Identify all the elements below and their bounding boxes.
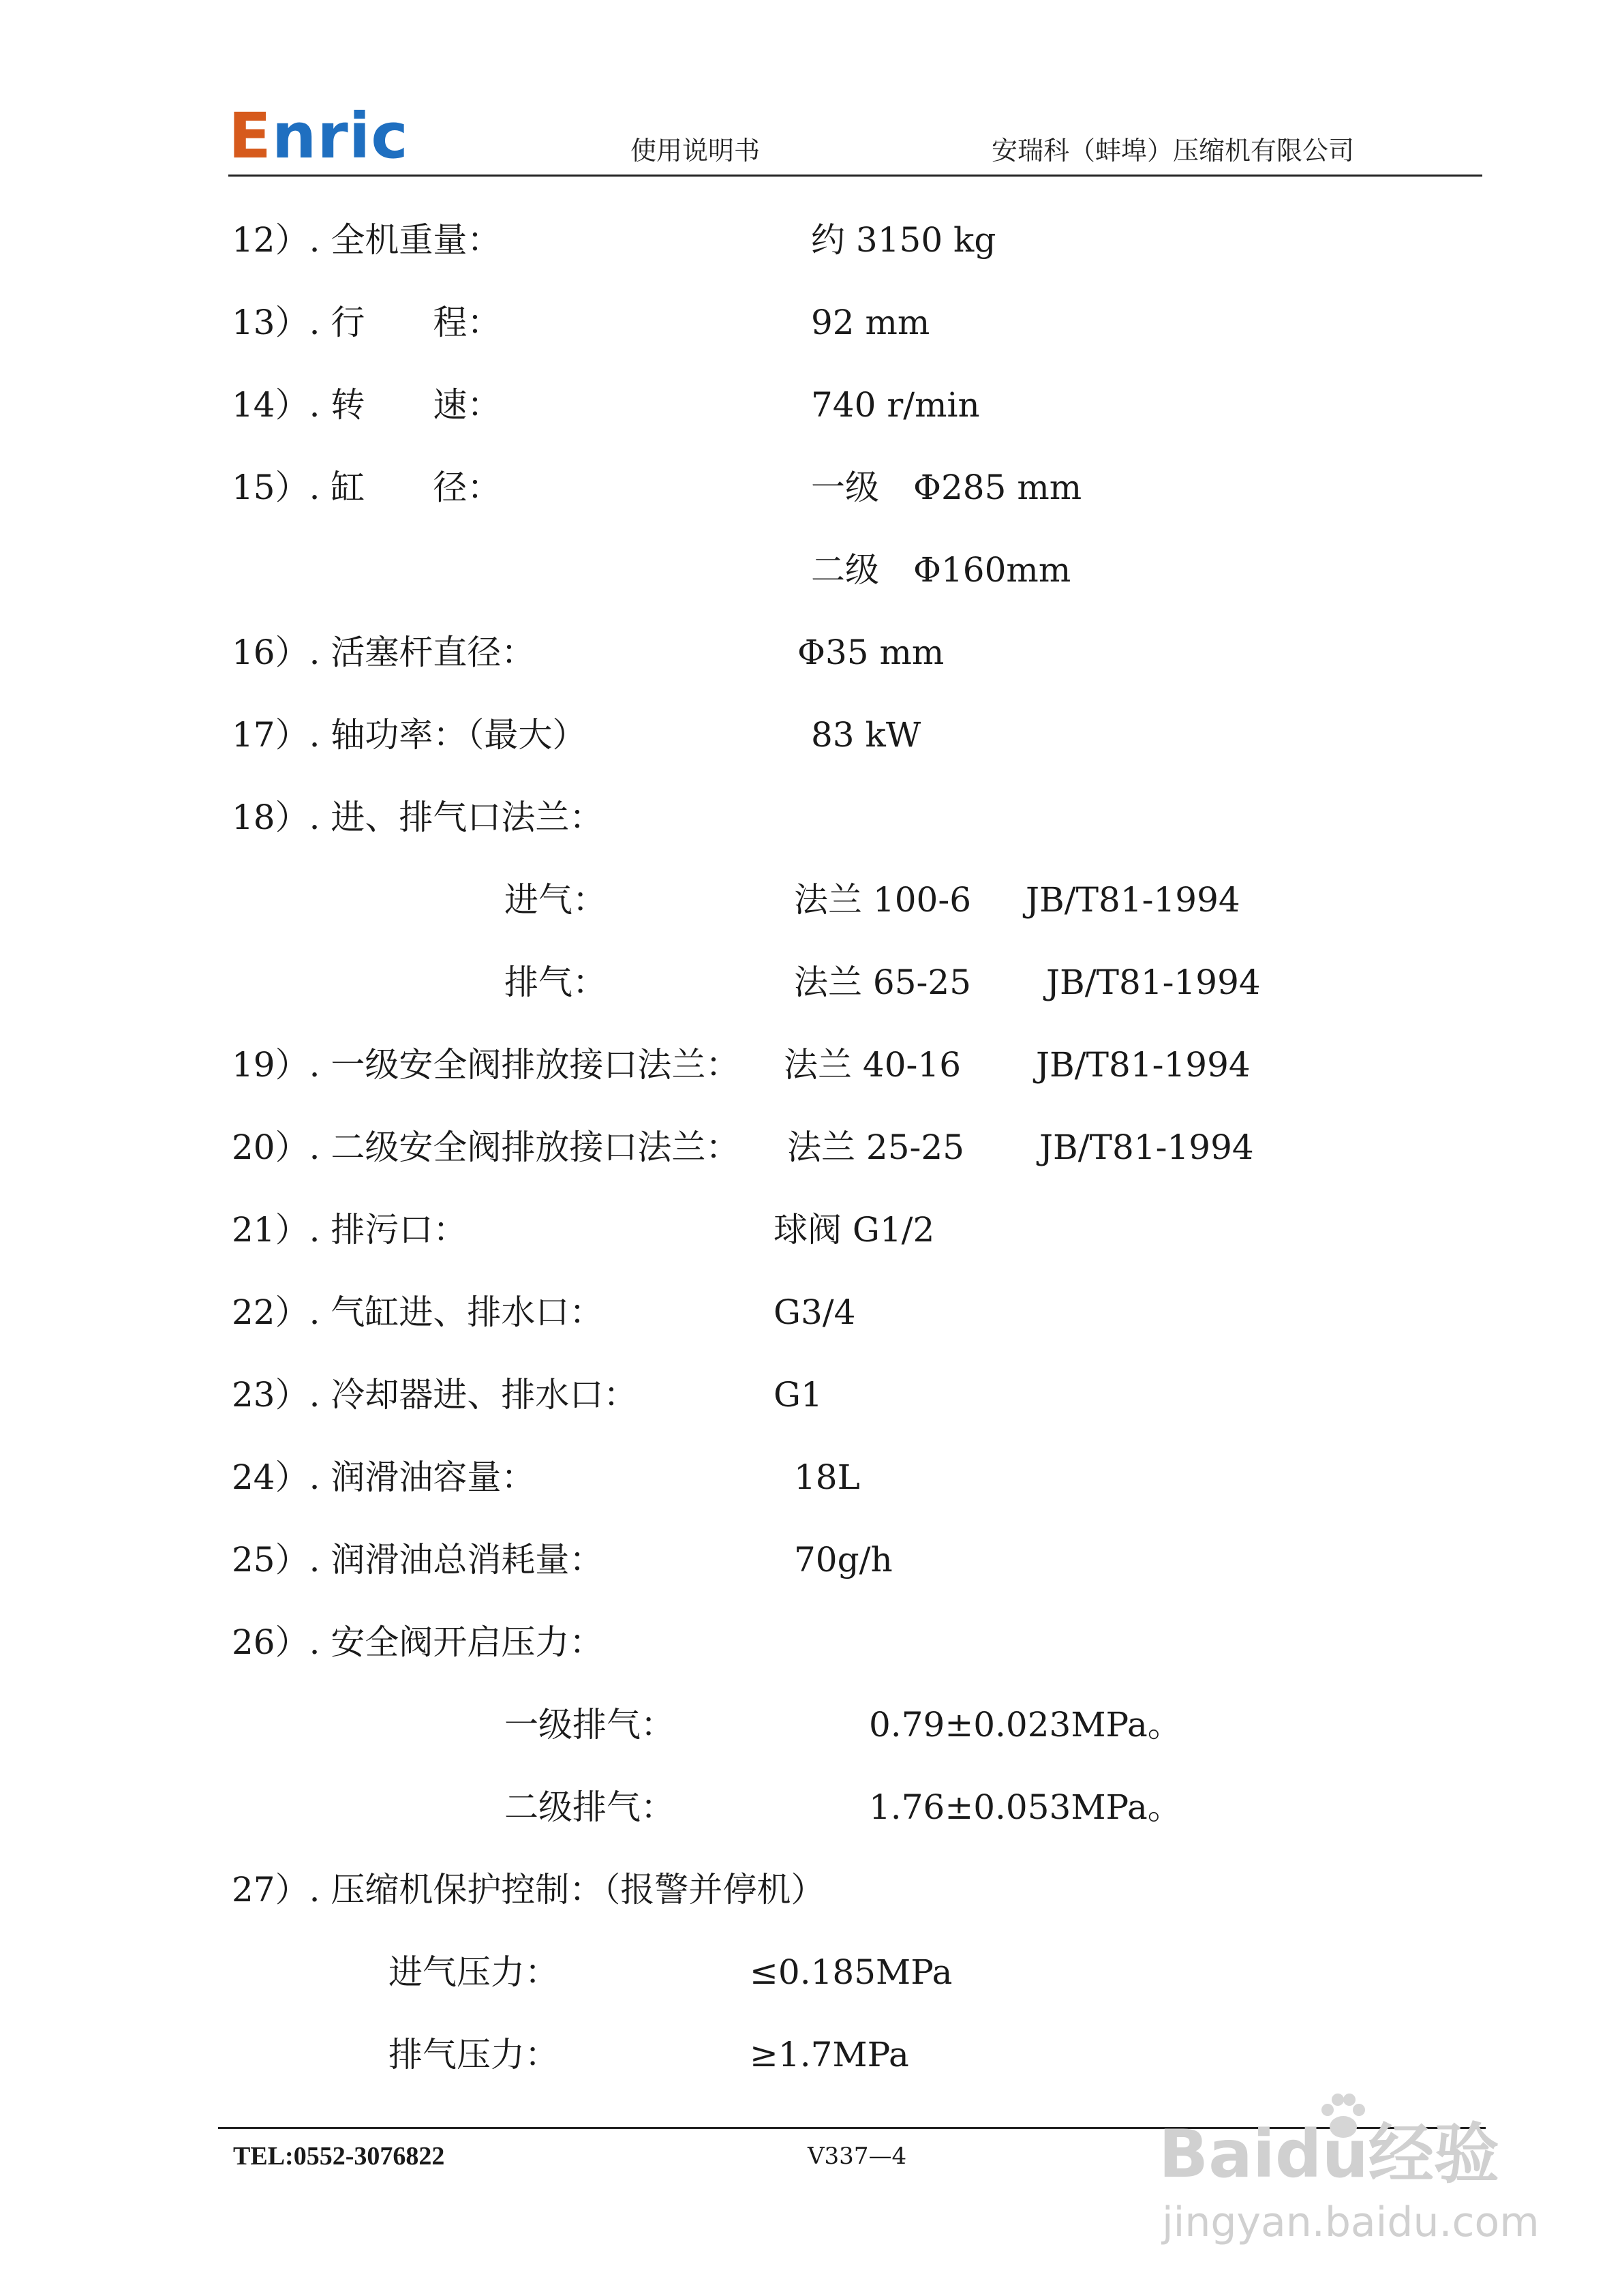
spec-value: 二级 Φ160mm [811,550,1071,590]
spec-label: 20）. 二级安全阀排放接口法兰： [232,1128,740,1167]
spec-label: 13）. 行 程： [232,303,502,342]
spec-sub-label: 二级排气： [504,1787,675,1827]
spec-label: 18）. 进、排气口法兰： [232,798,604,837]
spec-standard: JB/T81-1994 [1039,1128,1254,1167]
spec-value: 约 3150 kg [811,220,996,260]
watermark-brand: Baidu经验 [1159,2116,1499,2192]
spec-value: 法兰 100-6 [794,880,972,920]
spec-label: 15）. 缸 径： [232,468,502,507]
spec-sub-label: 一级排气： [504,1705,675,1744]
spec-standard: JB/T81-1994 [1036,1045,1251,1085]
spec-label: 27）. 压缩机保护控制：（报警并停机） [232,1870,825,1909]
spec-value: ≤0.185MPa [750,1952,953,1992]
spec-sub-label: 排气压力： [388,2035,559,2074]
spec-value: 18L [794,1457,860,1497]
spec-value: 740 r/min [811,385,980,425]
enric-logo: Enric [228,100,409,172]
spec-sub-label: 进气： [504,880,607,920]
spec-label: 21）. 排污口： [232,1210,468,1250]
spec-label: 24）. 润滑油容量： [232,1457,536,1497]
spec-standard: JB/T81-1994 [1046,963,1261,1002]
spec-value: 法兰 40-16 [784,1045,962,1085]
spec-value: 92 mm [811,303,930,342]
spec-value: 一级 Φ285 mm [811,468,1082,507]
watermark-url: jingyan.baidu.com [1162,2199,1540,2246]
spec-value: 法兰 25-25 [787,1128,965,1167]
spec-label: 12）. 全机重量： [232,220,502,260]
spec-label: 26）. 安全阀开启压力： [232,1622,604,1662]
spec-value: 球阀 G1/2 [774,1210,935,1250]
spec-label: 14）. 转 速： [232,385,502,425]
spec-value: 83 kW [811,715,921,755]
spec-label: 25）. 润滑油总消耗量： [232,1540,604,1580]
spec-value: 70g/h [794,1540,893,1580]
footer-tel: TEL:0552-3076822 [233,2142,445,2171]
spec-label: 17）. 轴功率：（最大） [232,715,587,755]
header-rule [228,175,1482,177]
spec-value: 0.79±0.023MPa。 [869,1705,1182,1744]
spec-standard: JB/T81-1994 [1026,880,1240,920]
spec-value: G1 [774,1375,823,1415]
spec-value: ≥1.7MPa [750,2035,909,2074]
spec-sub-label: 进气压力： [388,1952,559,1992]
spec-value: 1.76±0.053MPa。 [869,1787,1182,1827]
spec-sub-label: 排气： [504,963,607,1002]
spec-value: 法兰 65-25 [794,963,972,1002]
spec-label: 16）. 活塞杆直径： [232,633,536,672]
spec-value: G3/4 [774,1293,856,1332]
company-name: 安瑞科（蚌埠）压缩机有限公司 [992,136,1355,166]
doc-title: 使用说明书 [630,136,761,166]
spec-label: 19）. 一级安全阀排放接口法兰： [232,1045,740,1085]
spec-value: Φ35 mm [797,633,945,672]
spec-label: 23）. 冷却器进、排水口： [232,1375,638,1415]
spec-label: 22）. 气缸进、排水口： [232,1293,604,1332]
footer-version: V337—4 [808,2143,907,2170]
